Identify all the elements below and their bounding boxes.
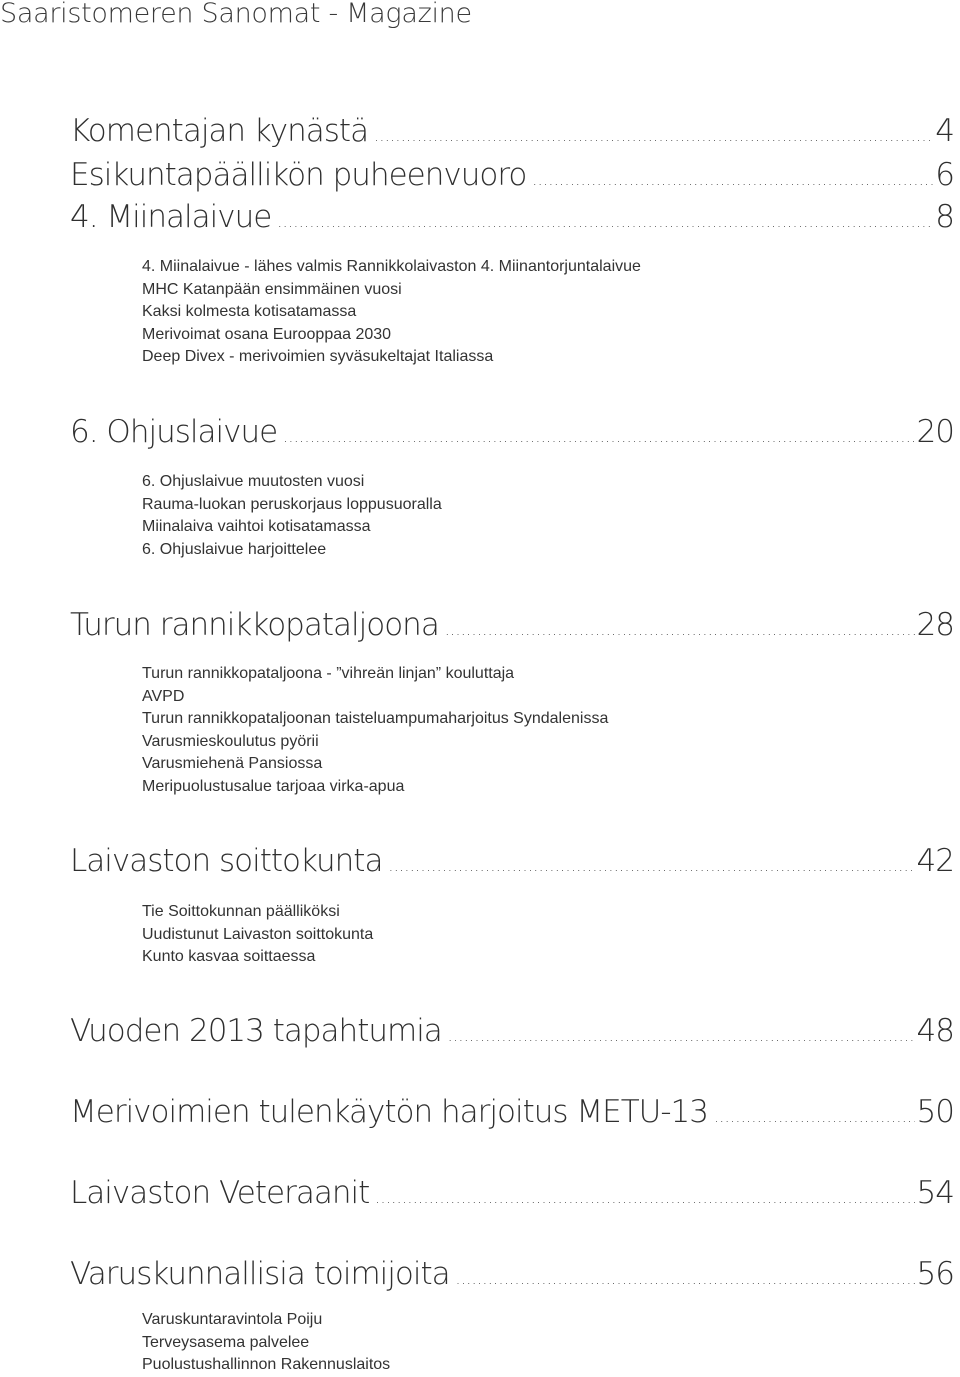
toc-subitem: 4. Miinalaivue - lähes valmis Rannikkolaivaston 4. Miinantorjuntalaivue: [142, 258, 641, 275]
toc-entry-title: Laivaston soittokunta: [70, 843, 383, 879]
toc-subitem: Kaksi kolmesta kotisatamassa: [142, 303, 357, 321]
toc-entry-title: Laivaston Veteraanit: [70, 1175, 370, 1211]
toc-entry-soittokunta[interactable]: [70, 843, 954, 883]
toc-entry-komentaja[interactable]: [70, 113, 954, 153]
toc-subitem: AVPD: [142, 687, 185, 705]
toc-subitems-ohjuslaivue: [142, 471, 442, 561]
toc-entry-page: 48: [916, 1013, 954, 1049]
toc-leader-dots: [375, 1189, 914, 1207]
toc-subitem: 6. Ohjuslaivue muutosten vuosi: [142, 473, 365, 490]
toc-subitem: Rauma-luokan peruskorjaus loppusuoralla: [142, 495, 442, 513]
toc-entry-page: 4: [935, 113, 954, 149]
toc-subitem: Uudistunut Laivaston soittokunta: [142, 925, 374, 943]
toc-entry-title: 6. Ohjuslaivue: [70, 414, 278, 450]
toc-entry-metu[interactable]: [70, 1094, 954, 1134]
toc-leader-dots: [448, 1027, 915, 1045]
toc-leader-dots: [388, 857, 914, 875]
toc-entry-page: 28: [916, 607, 954, 643]
toc-subitem: Meripuolustusalue tarjoaa virka-apua: [142, 777, 405, 795]
toc-subitem: Miinalaiva vaihtoi kotisatamassa: [142, 518, 371, 536]
toc-entry-page: 42: [916, 843, 954, 879]
toc-entry-title: Vuoden 2013 tapahtumia: [70, 1013, 442, 1049]
toc-entry-toimijoita[interactable]: [70, 1256, 954, 1296]
toc-entry-tapahtumia[interactable]: [70, 1013, 954, 1053]
toc-leader-dots: [532, 171, 933, 189]
toc-entry-miinalaivue[interactable]: [70, 199, 954, 239]
toc-subitems-soittokunta: [142, 901, 373, 969]
toc-entry-esikunta[interactable]: [70, 157, 954, 197]
toc-subitem: 6. Ohjuslaivue harjoittelee: [142, 540, 327, 558]
toc-subitem: Turun rannikkopataljoona - ”vihreän linjan” kouluttaja: [142, 665, 515, 682]
toc-subitem: Turun rannikkopataljoonan taisteluampumaharjoitus Syndalenissa: [142, 710, 609, 728]
toc-subitem: Kunto kasvaa soittaessa: [142, 948, 316, 966]
toc-entry-page: 20: [916, 414, 954, 450]
toc-entry-title: Varuskunnallisia toimijoita: [70, 1256, 450, 1292]
toc-entry-rannikkopataljoona[interactable]: [70, 607, 954, 647]
masthead: Saaristomeren Sanomat - Magazine: [0, 0, 472, 29]
toc-leader-dots: [283, 428, 914, 446]
toc-subitems-miinalaivue: [142, 256, 641, 369]
toc-subitem: Tie Soittokunnan päälliköksi: [142, 903, 340, 920]
toc-entry-title: Turun rannikkopataljoona: [70, 607, 439, 643]
toc-entry-title: Esikuntapäällikön puheenvuoro: [70, 157, 527, 193]
toc-subitem: Merivoimat osana Eurooppaa 2030: [142, 325, 392, 343]
toc-subitem: Puolustushallinnon Rakennuslaitos: [142, 1356, 391, 1374]
toc-subitems-toimijoita: [142, 1309, 390, 1377]
toc-entry-page: 54: [916, 1175, 954, 1211]
toc-leader-dots: [277, 213, 933, 231]
toc-subitem: MHC Katanpään ensimmäinen vuosi: [142, 280, 402, 298]
toc-leader-dots: [374, 127, 933, 145]
toc-entry-page: 56: [916, 1256, 954, 1292]
toc-entry-veteraanit[interactable]: [70, 1175, 954, 1215]
toc-entry-page: 50: [916, 1094, 954, 1130]
toc-subitem: Varusmiehenä Pansiossa: [142, 755, 323, 773]
toc-subitem: Terveysasema palvelee: [142, 1333, 310, 1351]
toc-entry-title: 4. Miinalaivue: [70, 199, 272, 235]
toc-entry-title: Komentajan kynästä: [70, 113, 369, 149]
toc-leader-dots: [445, 621, 915, 639]
toc-subitem: Deep Divex - merivoimien syväsukeltajat Italiassa: [142, 348, 494, 366]
toc-entry-title: Merivoimien tulenkäytön harjoitus METU-13: [70, 1094, 708, 1130]
toc-subitem: Varusmieskoulutus pyörii: [142, 732, 319, 750]
toc-leader-dots: [714, 1108, 915, 1126]
toc-subitems-rannikkopataljoona: [142, 663, 608, 799]
toc-subitem: Varuskuntaravintola Poiju: [142, 1311, 323, 1328]
toc-entry-page: 6: [935, 157, 954, 193]
toc-entry-ohjuslaivue[interactable]: [70, 414, 954, 454]
toc-entry-page: 8: [935, 199, 954, 235]
toc-leader-dots: [456, 1270, 915, 1288]
